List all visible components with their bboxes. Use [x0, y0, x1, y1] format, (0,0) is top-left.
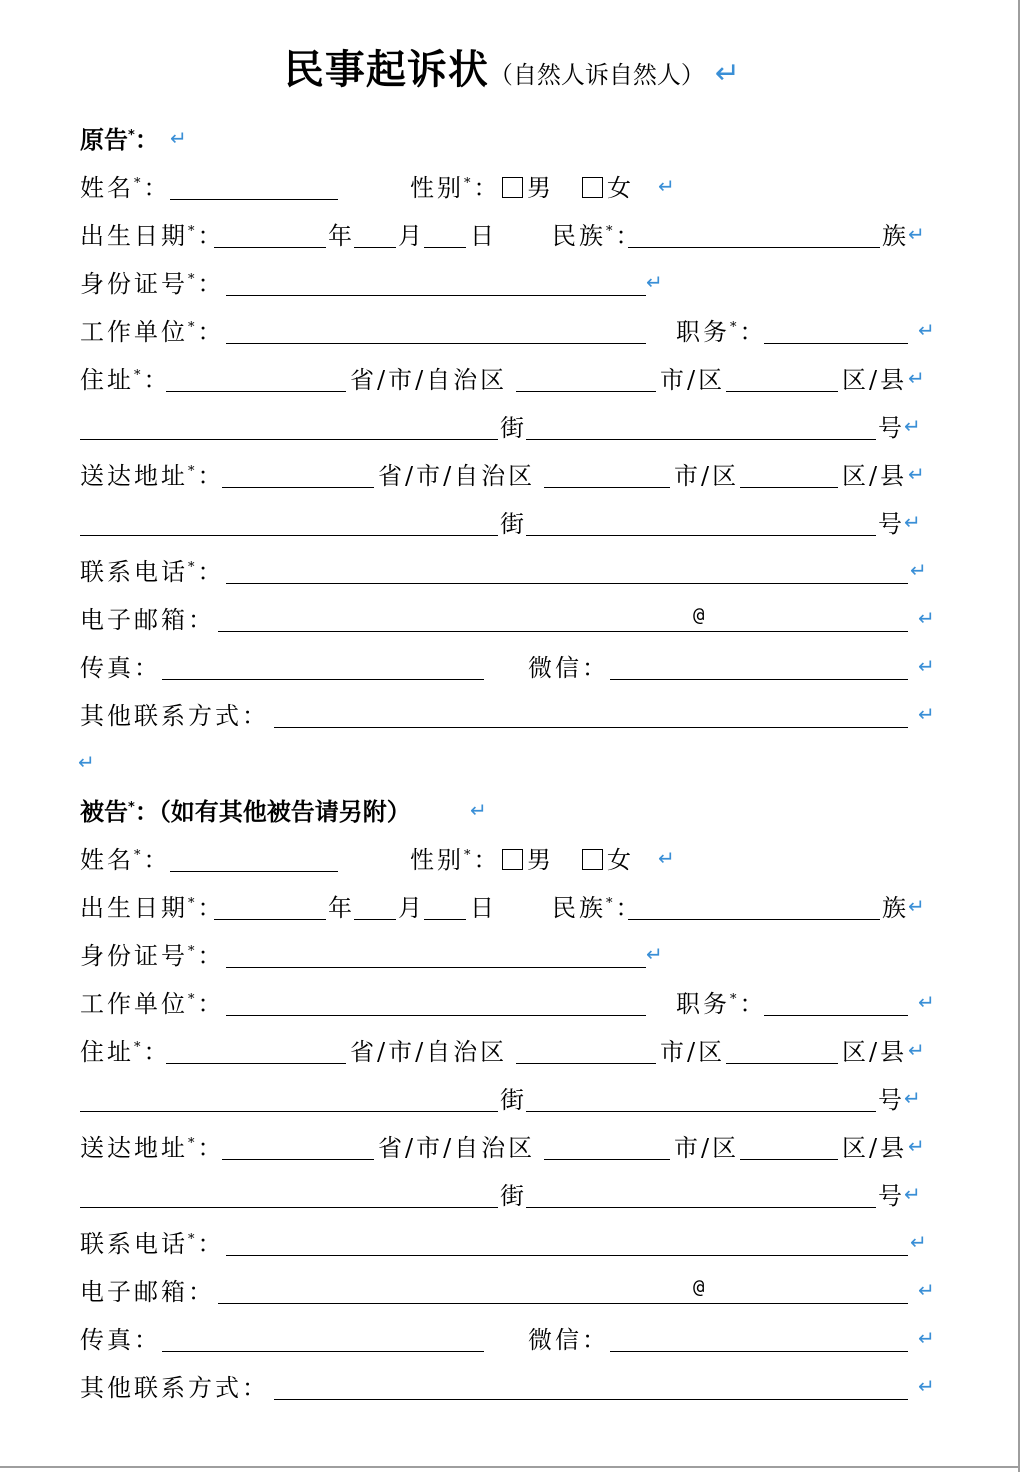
name-field[interactable]: [170, 871, 338, 872]
gender-male-checkbox-label: 男: [527, 846, 551, 874]
province-label: 省/市/自治区: [350, 366, 508, 394]
section-heading-text: [80, 792, 411, 827]
address-street-field[interactable]: [80, 439, 498, 440]
city-label: 市/区: [674, 462, 740, 490]
other-contact-row: [0, 694, 1024, 734]
position-field[interactable]: [764, 1015, 908, 1016]
birth-year-field[interactable]: [214, 247, 326, 248]
required-mark: *: [188, 992, 198, 1007]
paragraph-mark-icon: ↵: [170, 126, 187, 150]
other-contact-row: [0, 1366, 1024, 1406]
province-label: 省/市/自治区: [378, 1134, 536, 1162]
paragraph-mark-icon: ↵: [904, 1086, 921, 1110]
required-mark: *: [188, 272, 198, 287]
paragraph-mark-icon: ↵: [918, 318, 935, 342]
colon: ：: [739, 990, 767, 1018]
name-label: [80, 840, 171, 875]
paragraph-mark-icon: ↵: [658, 846, 675, 870]
paragraph-mark-icon: ↵: [904, 414, 921, 438]
gender-female-checkbox-label: 女: [607, 174, 631, 202]
ethnicity-label: [552, 888, 643, 923]
address-label-text: 住址: [80, 1038, 134, 1066]
ethnicity-suffix: 族: [882, 222, 909, 250]
birth-ethnicity-row: [0, 886, 1024, 926]
address-county-field[interactable]: [726, 391, 838, 392]
address-label-text: 住址: [80, 366, 134, 394]
paragraph-mark-icon: ↵: [908, 894, 925, 918]
gender-label: [410, 168, 501, 203]
delivery-address-label: [80, 456, 225, 491]
phone-label: [80, 1224, 225, 1259]
year-label: 年: [328, 222, 355, 250]
paragraph-mark-icon: ↵: [646, 942, 663, 966]
colon: ：: [739, 318, 767, 346]
heading-colon: ：: [134, 798, 159, 826]
fax-wechat-row: [0, 646, 1024, 686]
colon: ：: [134, 1326, 161, 1354]
required-mark: *: [134, 368, 144, 383]
ethnicity-suffix: 族: [882, 894, 909, 922]
delivery-county-field[interactable]: [740, 1159, 838, 1160]
checkbox-icon[interactable]: [582, 177, 603, 198]
month-label: 月: [398, 894, 425, 922]
work-unit-field[interactable]: [226, 1015, 646, 1016]
ethnicity-label: [552, 216, 643, 251]
delivery-street-field[interactable]: [80, 535, 498, 536]
phone-row: [0, 1222, 1024, 1262]
address-label: [80, 360, 171, 395]
ethnicity-label-text: 民族: [552, 894, 606, 922]
delivery-province-field[interactable]: [222, 1159, 374, 1160]
paragraph-mark-icon: ↵: [714, 56, 741, 91]
heading-label: 原告: [80, 126, 128, 154]
address-street-row: [0, 1078, 1024, 1118]
position-label: [676, 312, 767, 347]
required-mark: *: [128, 800, 135, 815]
day-label: 日: [470, 222, 497, 250]
number-label: 号: [878, 414, 905, 442]
paragraph-mark-icon: ↵: [918, 1374, 935, 1398]
id-number-row: [0, 262, 1024, 302]
fax-label-text: 传真: [80, 1326, 134, 1354]
other-contact-field[interactable]: [274, 727, 908, 728]
province-label: 省/市/自治区: [378, 462, 536, 490]
wechat-label-text: 微信: [528, 1326, 582, 1354]
fax-field[interactable]: [162, 1351, 484, 1352]
delivery-address-label: [80, 1128, 225, 1163]
colon: ：: [242, 702, 269, 730]
county-label: 区/县: [842, 1038, 908, 1066]
address-city-field[interactable]: [516, 391, 656, 392]
id-number-field[interactable]: [226, 295, 646, 296]
address-province-field[interactable]: [166, 391, 346, 392]
gender-male-checkbox[interactable]: [502, 168, 551, 203]
delivery-number-field[interactable]: [526, 535, 876, 536]
heading-colon: ：: [134, 126, 159, 154]
paragraph-mark-icon: ↵: [918, 606, 935, 630]
delivery-street-field[interactable]: [80, 1207, 498, 1208]
section-heading: [0, 118, 1024, 158]
position-field[interactable]: [764, 343, 908, 344]
birth-ethnicity-row: [0, 214, 1024, 254]
required-mark: *: [188, 224, 198, 239]
paragraph-mark-icon: ↵: [904, 510, 921, 534]
fax-label: [80, 1320, 161, 1355]
phone-field[interactable]: [226, 1255, 908, 1256]
empty-paragraph: [0, 742, 1024, 782]
year-label: 年: [328, 894, 355, 922]
colon: ：: [197, 270, 225, 298]
paragraph-mark-icon: ↵: [470, 798, 487, 822]
colon: ：: [188, 606, 215, 634]
paragraph-mark-icon: ↵: [910, 1230, 927, 1254]
colon: ：: [134, 654, 161, 682]
colon: ：: [197, 1230, 225, 1258]
email-field[interactable]: [218, 1303, 908, 1304]
colon: ：: [143, 366, 171, 394]
name-label-text: 姓名: [80, 846, 134, 874]
id-number-label-text: 身份证号: [80, 270, 188, 298]
day-label: 日: [470, 894, 497, 922]
birth-month-field[interactable]: [354, 247, 396, 248]
id-number-field[interactable]: [226, 967, 646, 968]
gender-female-checkbox[interactable]: [582, 168, 631, 203]
birth-date-label: [80, 888, 225, 923]
number-label: 号: [878, 1086, 905, 1114]
required-mark: *: [134, 1040, 144, 1055]
address-number-field[interactable]: [526, 1111, 876, 1112]
required-mark: *: [188, 1136, 198, 1151]
colon: ：: [197, 942, 225, 970]
email-label-text: 电子邮箱: [80, 1278, 188, 1306]
position-label-text: 职务: [676, 990, 730, 1018]
section-heading-text: [80, 120, 159, 155]
colon: ：: [197, 558, 225, 586]
colon: ：: [473, 174, 501, 202]
required-mark: *: [464, 176, 474, 191]
gender-label-text: 性别: [410, 174, 464, 202]
gender-female-checkbox[interactable]: [582, 840, 631, 875]
colon: ：: [143, 846, 171, 874]
email-label: [80, 1272, 215, 1307]
number-label: 号: [878, 1182, 905, 1210]
phone-row: [0, 550, 1024, 590]
required-mark: *: [730, 320, 740, 335]
checkbox-icon[interactable]: [502, 177, 523, 198]
work-unit-row: [0, 310, 1024, 350]
phone-field[interactable]: [226, 583, 908, 584]
title-sub: （自然人诉自然人）: [488, 61, 705, 89]
required-mark: *: [188, 944, 198, 959]
gender-male-checkbox-label: 男: [527, 174, 551, 202]
required-mark: *: [188, 464, 198, 479]
name-gender-row: [0, 166, 1024, 206]
page-edge-bottom: [0, 1466, 1020, 1468]
address-city-field[interactable]: [516, 1063, 656, 1064]
heading-label: 被告: [80, 798, 128, 826]
position-label: [676, 984, 767, 1019]
colon: ：: [197, 1134, 225, 1162]
required-mark: *: [134, 848, 144, 863]
colon: ：: [242, 1374, 269, 1402]
other-contact-label-text: 其他联系方式: [80, 702, 242, 730]
colon: ：: [615, 222, 643, 250]
work-unit-label-text: 工作单位: [80, 318, 188, 346]
delivery-address-label-text: 送达地址: [80, 1134, 188, 1162]
delivery-province-field[interactable]: [222, 487, 374, 488]
street-label: 街: [500, 1086, 527, 1114]
position-label-text: 职务: [676, 318, 730, 346]
work-unit-label: [80, 984, 225, 1019]
required-mark: *: [606, 896, 616, 911]
birth-date-label-text: 出生日期: [80, 894, 188, 922]
paragraph-mark-icon: ↵: [918, 702, 935, 726]
email-label: [80, 600, 215, 635]
city-label: 市/区: [660, 366, 726, 394]
address-province-field[interactable]: [166, 1063, 346, 1064]
email-label-text: 电子邮箱: [80, 606, 188, 634]
address-row: [0, 1030, 1024, 1070]
id-number-label-text: 身份证号: [80, 942, 188, 970]
checkbox-icon[interactable]: [582, 849, 603, 870]
work-unit-label: [80, 312, 225, 347]
colon: ：: [197, 990, 225, 1018]
required-mark: *: [188, 896, 198, 911]
number-label: 号: [878, 510, 905, 538]
delivery-street-row: [0, 502, 1024, 542]
address-row: [0, 358, 1024, 398]
gender-label-text: 性别: [410, 846, 464, 874]
street-label: 街: [500, 414, 527, 442]
paragraph-mark-icon: ↵: [908, 222, 925, 246]
colon: ：: [188, 1278, 215, 1306]
other-contact-label: [80, 1368, 269, 1403]
work-unit-field[interactable]: [226, 343, 646, 344]
delivery-street-row: [0, 1174, 1024, 1214]
paragraph-mark-icon: ↵: [918, 990, 935, 1014]
birth-date-label: [80, 216, 225, 251]
ethnicity-field[interactable]: [628, 247, 880, 248]
required-mark: *: [730, 992, 740, 1007]
street-label: 街: [500, 510, 527, 538]
address-number-field[interactable]: [526, 439, 876, 440]
wechat-label: [528, 1320, 609, 1355]
email-row: [0, 598, 1024, 638]
work-unit-row: [0, 982, 1024, 1022]
required-mark: *: [188, 320, 198, 335]
email-at-sign: @: [693, 1276, 705, 1298]
paragraph-mark-icon: ↵: [918, 1278, 935, 1302]
fax-label-text: 传真: [80, 654, 134, 682]
delivery-county-field[interactable]: [740, 487, 838, 488]
name-gender-row: [0, 838, 1024, 878]
delivery-address-label-text: 送达地址: [80, 462, 188, 490]
colon: ：: [197, 318, 225, 346]
colon: ：: [197, 222, 225, 250]
gender-female-checkbox-label: 女: [607, 846, 631, 874]
email-row: [0, 1270, 1024, 1310]
paragraph-mark-icon: ↵: [918, 654, 935, 678]
other-contact-label-text: 其他联系方式: [80, 1374, 242, 1402]
checkbox-icon[interactable]: [502, 849, 523, 870]
name-label: [80, 168, 171, 203]
other-contact-label: [80, 696, 269, 731]
phone-label-text: 联系电话: [80, 1230, 188, 1258]
colon: ：: [143, 1038, 171, 1066]
fax-wechat-row: [0, 1318, 1024, 1358]
county-label: 区/县: [842, 462, 908, 490]
ethnicity-label-text: 民族: [552, 222, 606, 250]
other-contact-field[interactable]: [274, 1399, 908, 1400]
paragraph-mark-icon: ↵: [908, 366, 925, 390]
id-number-label: [80, 936, 225, 971]
gender-male-checkbox[interactable]: [502, 840, 551, 875]
paragraph-mark-icon: ↵: [908, 1134, 925, 1158]
birth-date-label-text: 出生日期: [80, 222, 188, 250]
phone-label-text: 联系电话: [80, 558, 188, 586]
colon: ：: [473, 846, 501, 874]
delivery-address-row: [0, 454, 1024, 494]
paragraph-mark-icon: ↵: [908, 462, 925, 486]
section-heading: [0, 790, 1024, 830]
email-at-sign: @: [693, 604, 705, 626]
street-label: 街: [500, 1182, 527, 1210]
birth-month-field[interactable]: [354, 919, 396, 920]
wechat-label-text: 微信: [528, 654, 582, 682]
delivery-city-field[interactable]: [544, 487, 670, 488]
id-number-label: [80, 264, 225, 299]
county-label: 区/县: [842, 1134, 908, 1162]
phone-label: [80, 552, 225, 587]
paragraph-mark-icon: ↵: [904, 1182, 921, 1206]
heading-note: （如有其他被告请另附）: [158, 798, 411, 826]
ethnicity-field[interactable]: [628, 919, 880, 920]
delivery-number-field[interactable]: [526, 1207, 876, 1208]
required-mark: *: [188, 1232, 198, 1247]
paragraph-mark-icon: ↵: [910, 558, 927, 582]
fax-field[interactable]: [162, 679, 484, 680]
wechat-field[interactable]: [610, 1351, 908, 1352]
colon: ：: [582, 654, 609, 682]
province-label: 省/市/自治区: [350, 1038, 508, 1066]
required-mark: *: [464, 848, 474, 863]
county-label: 区/县: [842, 366, 908, 394]
paragraph-mark-icon: ↵: [78, 750, 95, 774]
colon: ：: [197, 462, 225, 490]
month-label: 月: [398, 222, 425, 250]
required-mark: *: [134, 176, 144, 191]
name-field[interactable]: [170, 199, 338, 200]
fax-label: [80, 648, 161, 683]
required-mark: *: [128, 128, 135, 143]
required-mark: *: [188, 560, 198, 575]
email-field[interactable]: [218, 631, 908, 632]
colon: ：: [197, 894, 225, 922]
required-mark: *: [606, 224, 616, 239]
colon: ：: [582, 1326, 609, 1354]
id-number-row: [0, 934, 1024, 974]
birth-year-field[interactable]: [214, 919, 326, 920]
paragraph-mark-icon: ↵: [918, 1326, 935, 1350]
paragraph-mark-icon: ↵: [646, 270, 663, 294]
work-unit-label-text: 工作单位: [80, 990, 188, 1018]
delivery-address-row: [0, 1126, 1024, 1166]
colon: ：: [143, 174, 171, 202]
paragraph-mark-icon: ↵: [658, 174, 675, 198]
name-label-text: 姓名: [80, 174, 134, 202]
city-label: 市/区: [674, 1134, 740, 1162]
address-county-field[interactable]: [726, 1063, 838, 1064]
colon: ：: [615, 894, 643, 922]
title-main: 民事起诉状: [283, 47, 489, 93]
page-title: [0, 38, 1024, 95]
wechat-label: [528, 648, 609, 683]
delivery-city-field[interactable]: [544, 1159, 670, 1160]
birth-day-field[interactable]: [424, 919, 466, 920]
paragraph-mark-icon: ↵: [908, 1038, 925, 1062]
birth-day-field[interactable]: [424, 247, 466, 248]
city-label: 市/区: [660, 1038, 726, 1066]
address-label: [80, 1032, 171, 1067]
wechat-field[interactable]: [610, 679, 908, 680]
address-street-field[interactable]: [80, 1111, 498, 1112]
address-street-row: [0, 406, 1024, 446]
gender-label: [410, 840, 501, 875]
